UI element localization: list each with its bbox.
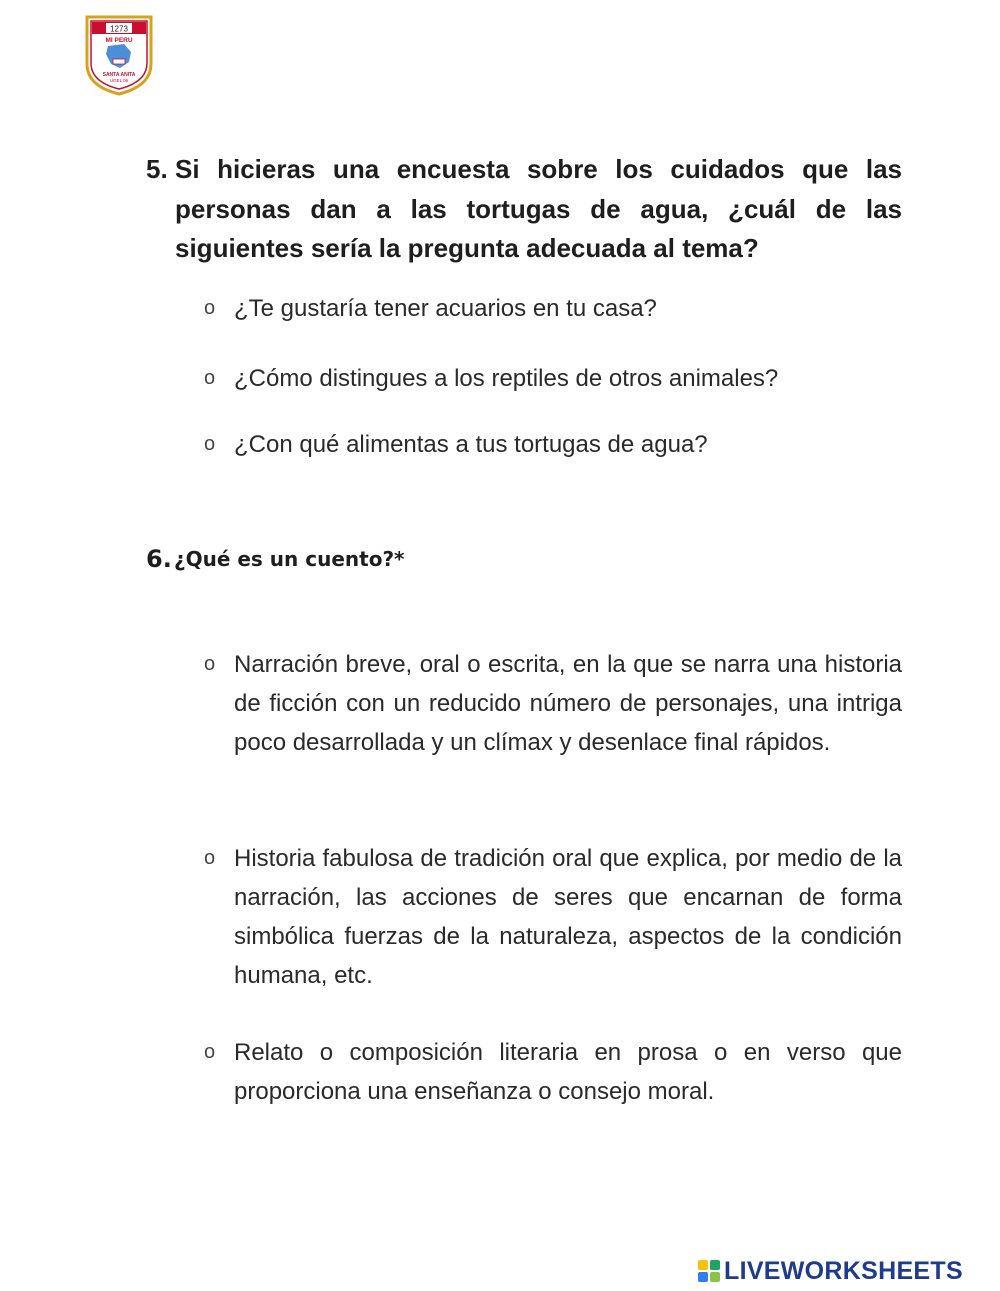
question-6-number: 6.	[146, 545, 172, 573]
question-5-option-2[interactable]	[204, 362, 902, 395]
radio-bullet-icon: o	[204, 297, 216, 319]
question-6	[146, 541, 902, 577]
question-6-option-1[interactable]	[204, 645, 902, 762]
radio-bullet-icon: o	[204, 847, 216, 869]
question-5	[146, 150, 902, 269]
radio-bullet-icon: o	[204, 1041, 216, 1063]
question-5-option-3[interactable]	[204, 428, 902, 461]
liveworksheets-footer	[698, 1254, 963, 1288]
school-crest-logo	[84, 14, 154, 96]
radio-bullet-icon: o	[204, 367, 216, 389]
option-text: Relato o composición literaria en prosa o en verso que proporciona una enseñanza o consejo moral.	[234, 1039, 902, 1105]
crest-ugel-text: UGEL 06	[109, 78, 129, 83]
option-text: Narración breve, oral o escrita, en la que se narra una historia de ficción con un reducido número de personajes, una intriga poco desarrollada y un clímax y desenlace final rápidos.	[234, 651, 902, 756]
liveworksheets-logo-icon	[698, 1260, 720, 1282]
option-text: ¿Te gustaría tener acuarios en tu casa?	[234, 295, 657, 322]
question-5-option-1[interactable]	[204, 292, 902, 325]
option-text: ¿Con qué alimentas a tus tortugas de agua?	[234, 431, 708, 458]
crest-number: 1273	[110, 24, 128, 34]
crest-bottom-text: SANTA ANITA	[102, 72, 136, 78]
option-text: Historia fabulosa de tradición oral que explica, por medio de la narración, las acciones de seres que encarnan de forma simbólica fuerzas de la naturaleza, aspectos de la condición humana, etc.	[234, 845, 902, 989]
question-5-text: Si hicieras una encuesta sobre los cuidados que las personas dan a las tortugas de agua, ¿cuál de las siguientes sería la pregunta adecuada al tema?	[175, 154, 902, 263]
crest-top-text: MI PERU	[105, 37, 133, 44]
radio-bullet-icon: o	[204, 433, 216, 455]
radio-bullet-icon: o	[204, 653, 216, 675]
question-6-text: ¿Qué es un cuento?*	[174, 547, 405, 571]
option-text: ¿Cómo distingues a los reptiles de otros animales?	[234, 365, 779, 392]
question-5-number: 5.	[146, 154, 168, 184]
question-6-option-2[interactable]	[204, 839, 902, 995]
question-6-option-3[interactable]	[204, 1033, 902, 1111]
liveworksheets-brand: LIVEWORKSHEETS	[724, 1256, 963, 1285]
